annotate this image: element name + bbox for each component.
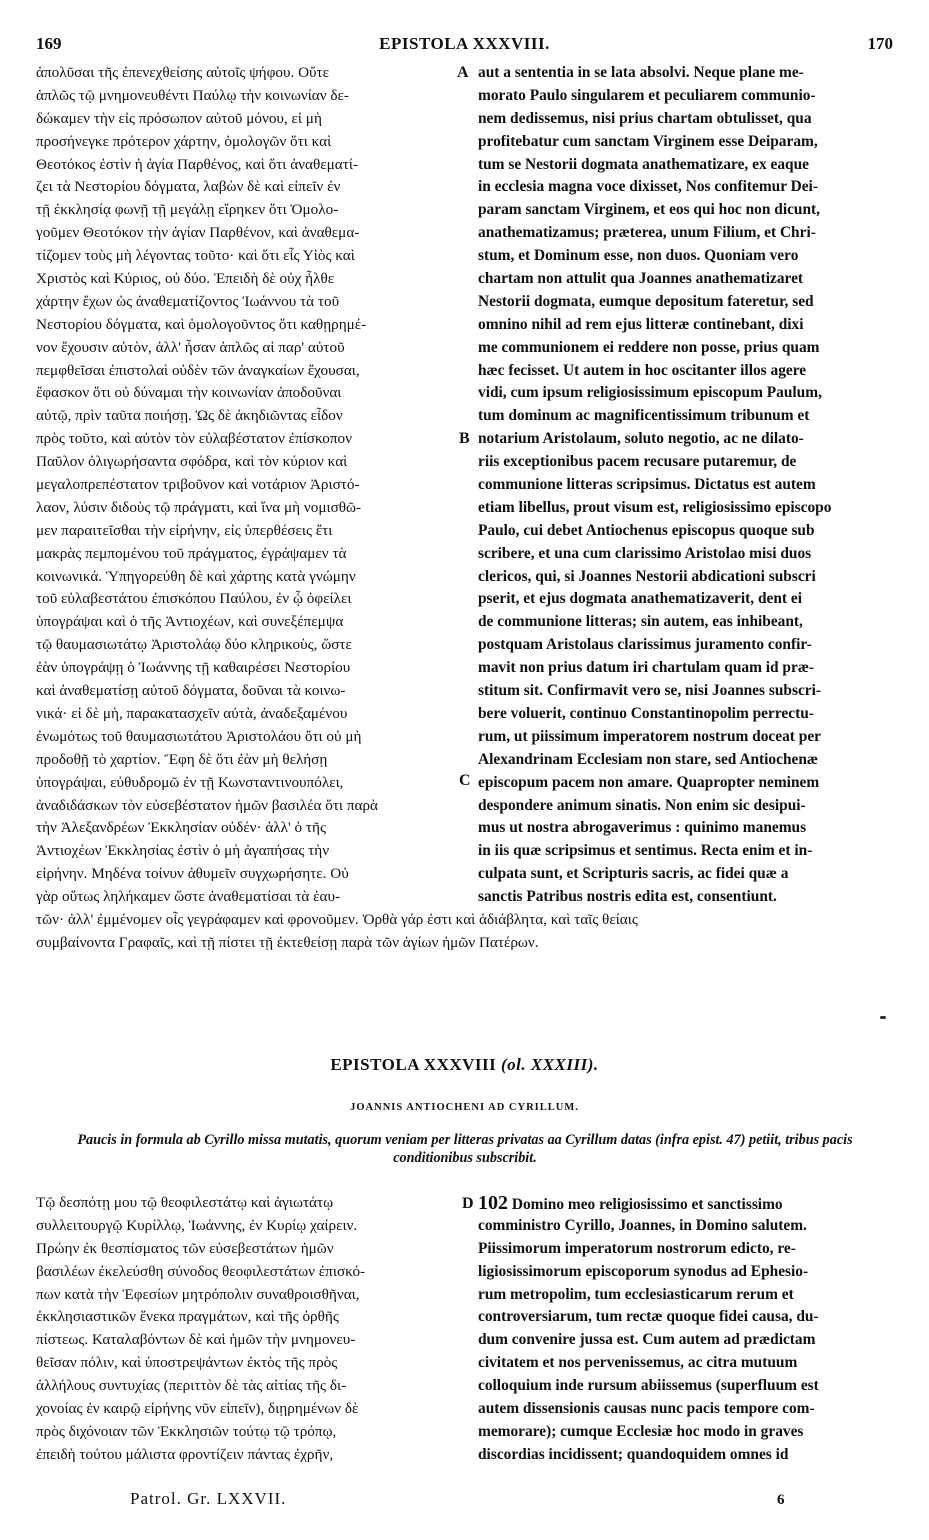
text-line: anathematizamus; præterea, unum Filium, et Chri- bbox=[478, 224, 816, 242]
text-line: notarium Aristolaum, soluto negotio, ac ne dilato- bbox=[478, 430, 804, 448]
text-line: ἔφασκον ὅτι οὐ δύναμαι τὴν κοινωνίαν ἀποδοῦναι bbox=[36, 384, 342, 402]
greek-column-top bbox=[36, 62, 456, 912]
text-line: θεῖσαν πόλιν, καὶ ὑποστρεψάντων ἐκτὸς τῆς πρὸς bbox=[36, 1354, 338, 1372]
text-line: τῷ θαυμασιωτάτῳ Ἀριστολάῳ δύο κληρικοὺς, ὥστε bbox=[36, 636, 352, 654]
margin-marker-d: D bbox=[462, 1195, 474, 1212]
text-line: τίζομεν τοὺς μὴ λέγοντας τοῦτο· καὶ ὅτι εἷς Υἱὸς καὶ bbox=[36, 247, 355, 265]
text-line: τοῦ εὐλαβεστάτου ἐπισκόπου Παύλου, ἐν ᾧ ὀφείλει bbox=[36, 590, 352, 608]
latin-lines-bottom bbox=[478, 1215, 892, 1467]
text-line: νον ἔχουσιν αὐτὸν, ἀλλ' ἦσαν ἁπλῶς αἱ παρ' αὐτοῦ bbox=[36, 338, 345, 356]
text-line: μακρὰς πεμπομένου τοῦ πράγματος, ἐγράψαμεν τὰ bbox=[36, 544, 347, 562]
text-line: ἀναδιδάσκων τὸν εὐσεβέστατον ἡμῶν βασιλέα ὅτι παρὰ bbox=[36, 796, 378, 814]
text-line: ἐνωμότως τοῦ θαυμασιωτάτου Ἀριστολάου ὅτι οὐ μὴ bbox=[36, 727, 362, 745]
text-line: χάρτην ἔχων ὡς ἀναθεματίζοντος Ἰωάννου τὰ τοῦ bbox=[36, 292, 340, 310]
text-line: Nestorii dogmata, eumque depositum fateretur, sed bbox=[478, 292, 814, 310]
text-line: πρὸς διχόνοιαν τῶν Ἐκκλησιῶν τούτῳ τῷ τρόπῳ, bbox=[36, 1422, 337, 1440]
text-line: Νεστορίου δόγματα, καὶ ὁμολογοῦντος ὅτι καθῃρημέ- bbox=[36, 315, 367, 333]
text-line: Ἀντιοχέων Ἐκκλησίας ἐστὶν ὁ μὴ ἀγαπήσας τὴν bbox=[36, 842, 330, 860]
text-line: morato Paulo singularem et peculiarem communio- bbox=[478, 86, 816, 104]
text-line: γοῦμεν Θεοτόκον τὴν ἁγίαν Παρθένον, καὶ ἀναθεμα- bbox=[36, 224, 360, 242]
text-line: Τῷ δεσπότῃ μου τῷ θεοφιλεστάτῳ καὶ ἁγιωτάτῳ bbox=[36, 1194, 334, 1211]
text-line: postquam Aristolaus clarissimus juramento confir- bbox=[478, 636, 812, 654]
text-line: despondere animum sinatis. Non enim sic desipui- bbox=[478, 796, 806, 814]
text-line: ἀλλήλους συντυχίας (περιττὸν δὲ τὰς αἰτίας τῆς δι- bbox=[36, 1377, 347, 1395]
running-header bbox=[36, 34, 893, 58]
text-line: chartam non attulit qua Joannes anathematizaret bbox=[478, 270, 804, 288]
epistola-subtitle: JOANNIS ANTIOCHENI AD CYRILLUM. bbox=[350, 1102, 579, 1113]
full-width-line-2: συμβαίνοντα Γραφαῖς, καὶ τῇ πίστει τῇ ἐκτεθείσῃ παρὰ τῶν ἁγίων ἡμῶν Πατέρων. bbox=[36, 934, 539, 951]
column-number: 102 bbox=[478, 1192, 508, 1214]
margin-marker-b: B bbox=[459, 430, 470, 447]
text-line: in iis quæ scripsimus et sentimus. Recta enim et in- bbox=[478, 842, 813, 860]
text-line: εἰρήνην. Μηδένα τοίνυν ἀθυμεῖν συγχωρήσητε. Οὐ bbox=[36, 865, 349, 883]
text-line: Χριστὸς καὶ Κύριος, οὐ δύο. Ἐπειδὴ δὲ οὐχ ἦλθε bbox=[36, 270, 335, 288]
text-line: κοινωνικά. Ὑπηγορεύθη δὲ καὶ χάρτης κατὰ γνώμην bbox=[36, 567, 356, 585]
text-line: clericos, qui, si Joannes Nestorii abdicationi subscri bbox=[478, 567, 816, 585]
text-line: ζει τὰ Νεστορίου δόγματα, λαβὼν δὲ καὶ εἰπεῖν ἐν bbox=[36, 178, 341, 196]
text-line: νικά· εἰ δὲ μὴ, παρακατασχεῖν αὐτὰ, ἀναδεξαμένου bbox=[36, 704, 348, 722]
text-line: Alexandrinam Ecclesiam non stare, sed Antiochenæ bbox=[478, 750, 819, 768]
epistola-title-ol: (ol. XXXIII). bbox=[501, 1055, 599, 1074]
text-line: riis exceptionibus pacem recusare putaremur, de bbox=[478, 453, 797, 471]
text-line: comministro Cyrillo, Joannes, in Domino salutem. bbox=[478, 1216, 807, 1234]
text-line: μεν παραιτεῖσθαι τὴν εἰρήνην, εἰς ὑπερθέσεις ἔτι bbox=[36, 521, 333, 539]
text-line: Paulo, cui debet Antiochenus episcopus quoque sub bbox=[478, 521, 815, 539]
text-line: hæc fecisset. Ut autem in hoc oscitanter illos agere bbox=[478, 361, 807, 379]
text-line: τὴν Ἀλεξανδρέων Ἐκκλησίαν οὐδέν· ἀλλ' ὁ τῆς bbox=[36, 819, 326, 837]
text-line: καὶ ἀναθεματίσῃ αὐτοῦ δόγματα, δοῦναι τὰ κοινω- bbox=[36, 682, 346, 700]
text-line: stum, et Dominum esse, non duos. Quoniam vero bbox=[478, 247, 799, 265]
text-line: χονοίας ἐν καιρῷ εἰρήνης νῦν εἰπεῖν), διῃρημένων δὲ bbox=[36, 1400, 359, 1418]
text-line: rum, ut piissimum imperatorem nostrum doceat per bbox=[478, 727, 821, 745]
text-line: stitum sit. Confirmavit vero se, nisi Joannes subscri- bbox=[478, 682, 822, 700]
text-line: dum convenire jussa est. Cum autem ad prædictam bbox=[478, 1331, 816, 1349]
text-line: δώκαμεν τὴν εἰς πρόσωπον αὐτοῦ μόνου, εἰ μὴ bbox=[36, 109, 322, 127]
text-line: rum metropolim, tum ecclesiasticarum rerum et bbox=[478, 1285, 794, 1303]
text-line: πων κατὰ τὴν Ἐφεσίων μητρόπολιν συναθροισθῆναι, bbox=[36, 1285, 360, 1303]
text-line: de communione litteras; sin autem, eas inhibeant, bbox=[478, 613, 803, 631]
epistola-title bbox=[0, 1055, 929, 1075]
text-line: colloquium inde rursum abiissemus (superfluum est bbox=[478, 1377, 819, 1395]
text-line: συλλειτουργῷ Κυρίλλῳ, Ἰωάννης, ἐν Κυρίῳ χαίρειν. bbox=[36, 1216, 358, 1234]
margin-marker-c: C bbox=[459, 772, 471, 789]
text-line: ἐκκλησιαστικῶν ἕνεκα πραγμάτων, καὶ τῆς ὀρθῆς bbox=[36, 1308, 339, 1326]
text-line: ἐπειδὴ τούτου μάλιστα φροντίζειν πάντας ἐχρῆν, bbox=[36, 1445, 334, 1463]
text-line: Piissimorum imperatorum nostrorum edicto, re- bbox=[478, 1239, 796, 1257]
text-line: ὑπογράψαι καὶ ὁ τῆς Ἀντιοχέων, καὶ συνεξέπεμψα bbox=[36, 613, 344, 631]
text-line: Παῦλον ὀλιγωρήσαντα σφόδρα, καὶ τὸν κύριον καὶ bbox=[36, 453, 348, 471]
text-line: aut a sententia in se lata absolvi. Neque plane me- bbox=[478, 64, 804, 81]
text-line: bere voluerit, continuo Constantinopolim perrectu- bbox=[478, 704, 814, 722]
text-line: tum dominum ac magnificentissimum tribunum et bbox=[478, 407, 810, 425]
text-line: προσήνεγκε πρότερον χάρτην, ὁμολογῶν ὅτι καὶ bbox=[36, 132, 332, 150]
text-line: me communionem ei reddere non posse, prius quam bbox=[478, 338, 820, 356]
left-page-number: 169 bbox=[36, 34, 62, 53]
text-line: Θεοτόκος ἐστὶν ἡ ἁγία Παρθένος, καὶ ὅτι ἀναθεματί- bbox=[36, 155, 358, 173]
greek-column-bottom bbox=[36, 1192, 456, 1492]
text-line: mavit non prius datum iri chartulam quam id præ- bbox=[478, 659, 815, 677]
right-page-number: 170 bbox=[867, 34, 893, 53]
epistola-summary: Paucis in formula ab Cyrillo missa mutatis, quorum veniam per litteras privatas aa Cyrillum datas (infra epist. 47) petiit, tribus pacis conditionibus subscribit. bbox=[77, 1132, 853, 1166]
text-line: autem dissensionis causas nunc pacis tempore com- bbox=[478, 1400, 815, 1418]
latin-column-top bbox=[478, 62, 892, 912]
text-line: param sanctam Virginem, et eos qui hoc non dicunt, bbox=[478, 201, 821, 219]
latin-first-line bbox=[478, 1192, 892, 1215]
text-line: μεγαλοπρεπέστατον τριβοῦνον καὶ νοτάριον Ἀριστό- bbox=[36, 476, 360, 494]
header-title: EPISTOLA XXXVIII. bbox=[379, 34, 550, 53]
text-line: sanctis Patribus nostris edita est, consentiunt. bbox=[478, 888, 777, 906]
text-line: mus ut nostra abrogaverimus : quinimo manemus bbox=[478, 819, 807, 837]
text-line: ligiosissimorum episcoporum synodus ad Ephesio- bbox=[478, 1262, 809, 1280]
text-line: controversiarum, tum rectæ quoque fidei causa, du- bbox=[478, 1308, 819, 1326]
text-line: nem dedissemus, nisi prius chartam obtulisset, qua bbox=[478, 109, 812, 127]
text-line: episcopum pacem non amare. Quapropter neminem bbox=[478, 773, 820, 791]
latin-first-text: Domino meo religiosissimo et sanctissimo bbox=[511, 1196, 783, 1213]
ornament-dot bbox=[880, 1016, 886, 1019]
text-line: pserit, et ejus dogmata anathematizaverit, dent ei bbox=[478, 590, 802, 608]
footer-signature: 6 bbox=[777, 1492, 785, 1508]
latin-column-bottom bbox=[478, 1192, 892, 1492]
text-line: etiam libellus, prout visum est, religiosissimo episcopo bbox=[478, 498, 832, 516]
text-line: αὐτῷ, πρὶν ταῦτα ποιήσῃ. Ὡς δὲ ἀκηδιῶντας εἶδον bbox=[36, 407, 343, 425]
footer-volume: Patrol. Gr. LXXVII. bbox=[130, 1489, 287, 1508]
text-line: Πρώην ἐκ θεσπίσματος τῶν εὐσεβεστάτων ἡμῶν bbox=[36, 1239, 334, 1257]
text-line: tum se Nestorii dogmata anathematizare, ex eaque bbox=[478, 155, 809, 173]
text-line: scribere, et una cum clarissimo Aristolao misi duos bbox=[478, 544, 812, 562]
text-line: πίστεως. Καταλαβόντων δὲ καὶ ἡμῶν τὴν μνημονευ- bbox=[36, 1331, 356, 1349]
margin-marker-a: A bbox=[457, 64, 469, 81]
text-line: πρὸς τοῦτο, καὶ αὐτὸν τὸν εὐλαβέστατον ἐπίσκοπον bbox=[36, 430, 353, 448]
text-line: βασιλέων ἐκελεύσθη σύνοδος θεοφιλεστάτων ἐπισκό- bbox=[36, 1262, 366, 1280]
text-line: vidi, cum ipsum religiosissimum episcopum Paulum, bbox=[478, 384, 822, 402]
text-line: ἁπλῶς τῷ μνημονευθέντι Παύλῳ τὴν κοινωνίαν δε- bbox=[36, 86, 349, 104]
text-line: προδοθῇ τὸ χαρτίον. Ἔφη δὲ ὅτι ἐὰν μὴ θελήσῃ bbox=[36, 750, 328, 768]
text-line: communione litteras scripsimus. Dictatus est autem bbox=[478, 476, 816, 494]
text-line: in ecclesia magna voce dixisset, Nos confitemur Dei- bbox=[478, 178, 818, 196]
text-line: omnino nihil ad rem ejus litteræ continebant, dixi bbox=[478, 315, 804, 333]
text-line: ὑπογράψαι, εὐθυδρομῶ ἐν τῇ Κωνσταντινουπόλει, bbox=[36, 773, 344, 791]
text-line: memorare); cumque Ecclesiæ hoc modo in graves bbox=[478, 1422, 804, 1440]
text-line: profitebatur cum sanctam Virginem esse Deiparam, bbox=[478, 132, 818, 150]
text-line: τῇ ἐκκλησίᾳ φωνῇ τῇ μεγάλῃ εἴρηκεν ὅτι Ὁμολο- bbox=[36, 201, 339, 219]
text-line: ἐὰν ὑπογράψῃ ὁ Ἰωάννης τῇ καθαιρέσει Νεστορίου bbox=[36, 659, 351, 677]
text-line: πεμφθεῖσαι ἐπιστολαὶ οὐδὲν τῶν ἀναγκαίων ἔχουσαι, bbox=[36, 361, 360, 379]
text-line: culpata sunt, et Scripturis sacris, ac fidei quæ a bbox=[478, 865, 789, 883]
text-line: civitatem et nos pervenissemus, ac citra mutuum bbox=[478, 1354, 798, 1372]
full-width-line-1: τῶν· ἀλλ' ἐμμένομεν οἷς γεγράφαμεν καὶ φρονοῦμεν. Ὀρθὰ γάρ ἐστι καὶ ἀδιάβλητα, καὶ ταῖς θείαις bbox=[36, 911, 638, 928]
text-line: ἀπολῦσαι τῆς ἐπενεχθείσης αὐτοῖς ψήφου. Οὔτε bbox=[36, 64, 330, 81]
epistola-title-main: EPISTOLA XXXVIII bbox=[330, 1055, 497, 1074]
text-line: λαον, λύσιν διδοὺς τῷ πράγματι, καὶ ἵνα μὴ νομισθῶ- bbox=[36, 498, 362, 516]
text-line: γὰρ οὕτως ληλήκαμεν ὥστε ἀναθεματίσαι τὰ ἑαυ- bbox=[36, 888, 341, 906]
text-line: discordias incidissent; quandoquidem omnes id bbox=[478, 1445, 789, 1463]
